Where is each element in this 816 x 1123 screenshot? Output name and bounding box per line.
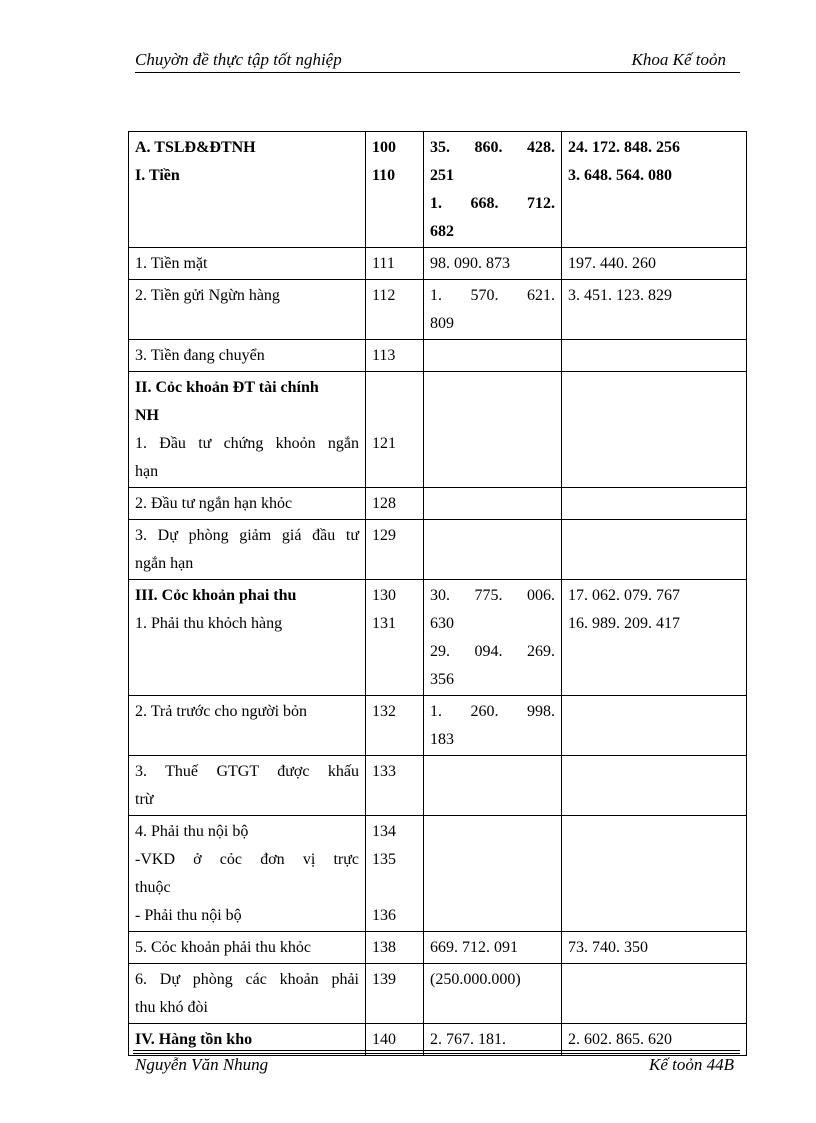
- item-name-cell: [129, 964, 366, 1024]
- value-end-cell: [562, 520, 747, 580]
- item-name-cell: [129, 932, 366, 964]
- value-start-cell: [424, 580, 562, 696]
- item-name: 3. Dự phòng giảm giá đầu tư: [135, 527, 359, 544]
- code-cell: [366, 340, 424, 372]
- footer-rule: [133, 1050, 740, 1051]
- item-code: 140: [372, 1031, 396, 1048]
- item-name: NH: [135, 407, 159, 424]
- item-code: 135: [372, 851, 396, 868]
- item-name-cell: [129, 132, 366, 248]
- value-start-cell: [424, 932, 562, 964]
- item-name: 2. Tiền gửi Ngừn hàng: [135, 287, 280, 304]
- table-row: [129, 488, 747, 520]
- balance-sheet-table: [128, 131, 747, 1056]
- item-code: 112: [372, 287, 396, 304]
- value-end-cell: [562, 248, 747, 280]
- table-row: [129, 372, 747, 488]
- table-row: [129, 964, 747, 1024]
- item-code: 113: [372, 347, 396, 364]
- value-start: 2. 767. 181.: [430, 1031, 506, 1048]
- table-row: [129, 756, 747, 816]
- item-name-cell: [129, 696, 366, 756]
- code-cell: [366, 248, 424, 280]
- value-end: 17. 062. 079. 767: [568, 587, 680, 604]
- value-start-cell: [424, 372, 562, 488]
- item-name: trừ: [135, 791, 154, 808]
- value-start: 356: [430, 671, 454, 688]
- value-start: 1. 668. 712.: [430, 195, 555, 212]
- item-name: - Phải thu nội bộ: [135, 907, 242, 924]
- code-cell: [366, 580, 424, 696]
- value-start: 251: [430, 167, 454, 184]
- item-name-cell: [129, 580, 366, 696]
- item-name: 1. Đầu tư chứng khoỏn ngắn: [135, 435, 359, 452]
- page-footer: [135, 1055, 740, 1079]
- item-code: 132: [372, 703, 396, 720]
- item-name: 2. Đầu tư ngắn hạn khỏc: [135, 495, 293, 512]
- value-start: 30. 775. 006.: [430, 587, 555, 604]
- value-end-cell: [562, 756, 747, 816]
- value-start-cell: [424, 488, 562, 520]
- value-start-cell: [424, 132, 562, 248]
- item-code: 128: [372, 495, 396, 512]
- value-end: 197. 440. 260: [568, 255, 656, 272]
- value-end-cell: [562, 816, 747, 932]
- item-code: 131: [372, 615, 396, 632]
- item-code: 121: [372, 435, 396, 452]
- value-start: 1. 260. 998.: [430, 703, 555, 720]
- item-code: 134: [372, 823, 396, 840]
- item-code: 129: [372, 527, 396, 544]
- value-start-cell: [424, 696, 562, 756]
- value-end-cell: [562, 372, 747, 488]
- code-cell: [366, 488, 424, 520]
- value-end: 73. 740. 350: [568, 939, 648, 956]
- item-name-cell: [129, 816, 366, 932]
- item-name: III. Cỏc khoản phai thu: [135, 587, 297, 604]
- item-name-cell: [129, 280, 366, 340]
- value-start: 682: [430, 223, 454, 240]
- code-cell: [366, 816, 424, 932]
- footer-rule: [133, 1053, 740, 1054]
- item-code: 111: [372, 255, 395, 272]
- item-name-cell: [129, 520, 366, 580]
- item-name: A. TSLĐ&ĐTNH: [135, 139, 256, 156]
- code-cell: [366, 932, 424, 964]
- value-start-cell: [424, 248, 562, 280]
- item-name: 5. Cỏc khoản phải thu khỏc: [135, 939, 311, 956]
- page-header: [135, 48, 740, 72]
- table-row: [129, 696, 747, 756]
- table-row: [129, 520, 747, 580]
- value-start: 669. 712. 091: [430, 939, 518, 956]
- value-start-cell: [424, 280, 562, 340]
- code-cell: [366, 372, 424, 488]
- item-code: 139: [372, 971, 396, 988]
- value-end-cell: [562, 696, 747, 756]
- code-cell: [366, 132, 424, 248]
- item-name-cell: [129, 340, 366, 372]
- item-name: 3. Tiền đang chuyển: [135, 347, 265, 364]
- table-row: [129, 248, 747, 280]
- item-code: 133: [372, 763, 396, 780]
- value-end-cell: [562, 488, 747, 520]
- item-name-cell: [129, 372, 366, 488]
- value-start: 98. 090. 873: [430, 255, 510, 272]
- item-name: 1. Phải thu khỏch hàng: [135, 615, 283, 632]
- value-start-cell: [424, 816, 562, 932]
- item-name: IV. Hàng tồn kho: [135, 1031, 253, 1048]
- value-start-cell: [424, 520, 562, 580]
- value-end-cell: [562, 964, 747, 1024]
- item-code: 136: [372, 907, 396, 924]
- item-code: 100: [372, 139, 396, 156]
- table-row: [129, 280, 747, 340]
- header-rule: [135, 72, 740, 73]
- value-start-cell: [424, 756, 562, 816]
- item-name: 6. Dự phòng các khoản phải: [135, 971, 359, 988]
- value-start: 630: [430, 615, 454, 632]
- code-cell: [366, 280, 424, 340]
- item-code: 110: [372, 167, 396, 184]
- header-department: Khoa Kế toỏn: [631, 50, 726, 69]
- value-start: 35. 860. 428.: [430, 139, 555, 156]
- value-end-cell: [562, 340, 747, 372]
- value-start: 809: [430, 315, 454, 332]
- table-row: [129, 932, 747, 964]
- item-name: 3. Thuế GTGT được khấu: [135, 763, 359, 780]
- value-end-cell: [562, 280, 747, 340]
- item-code: 138: [372, 939, 396, 956]
- item-name: 2. Trả trước cho người bỏn: [135, 703, 308, 720]
- value-end: 3. 451. 123. 829: [568, 287, 672, 304]
- item-name-cell: [129, 488, 366, 520]
- item-code: 130: [372, 587, 396, 604]
- footer-class: Kế toỏn 44B: [649, 1055, 734, 1074]
- item-name: -VKD ở cỏc đơn vị trực: [135, 851, 359, 868]
- code-cell: [366, 696, 424, 756]
- value-start: 183: [430, 731, 454, 748]
- value-start: 1. 570. 621.: [430, 287, 555, 304]
- value-start-cell: [424, 964, 562, 1024]
- footer-author: Nguyễn Văn Nhung: [135, 1055, 269, 1074]
- value-end: 24. 172. 848. 256: [568, 139, 680, 156]
- value-start-cell: [424, 340, 562, 372]
- table-row: [129, 340, 747, 372]
- item-name: 4. Phải thu nội bộ: [135, 823, 249, 840]
- item-name: hạn: [135, 463, 159, 480]
- value-end-cell: [562, 132, 747, 248]
- item-name: thu khó đòi: [135, 999, 208, 1016]
- item-name-cell: [129, 248, 366, 280]
- code-cell: [366, 520, 424, 580]
- code-cell: [366, 964, 424, 1024]
- code-cell: [366, 756, 424, 816]
- item-name: 1. Tiền mặt: [135, 255, 208, 272]
- value-end: 2. 602. 865. 620: [568, 1031, 672, 1048]
- value-start: 29. 094. 269.: [430, 643, 555, 660]
- item-name: I. Tiền: [135, 167, 180, 184]
- table-row: [129, 816, 747, 932]
- item-name: ngắn hạn: [135, 555, 194, 572]
- item-name: II. Cỏc khoản ĐT tài chính: [135, 379, 319, 396]
- table-row: [129, 132, 747, 248]
- item-name: thuộc: [135, 879, 171, 896]
- value-end: 16. 989. 209. 417: [568, 615, 680, 632]
- value-end-cell: [562, 580, 747, 696]
- value-end-cell: [562, 932, 747, 964]
- item-name-cell: [129, 756, 366, 816]
- table-row: [129, 580, 747, 696]
- header-title: Chuyờn đề thực tập tốt nghiệp: [135, 50, 342, 69]
- value-end: 3. 648. 564. 080: [568, 167, 672, 184]
- value-start: (250.000.000): [430, 971, 521, 988]
